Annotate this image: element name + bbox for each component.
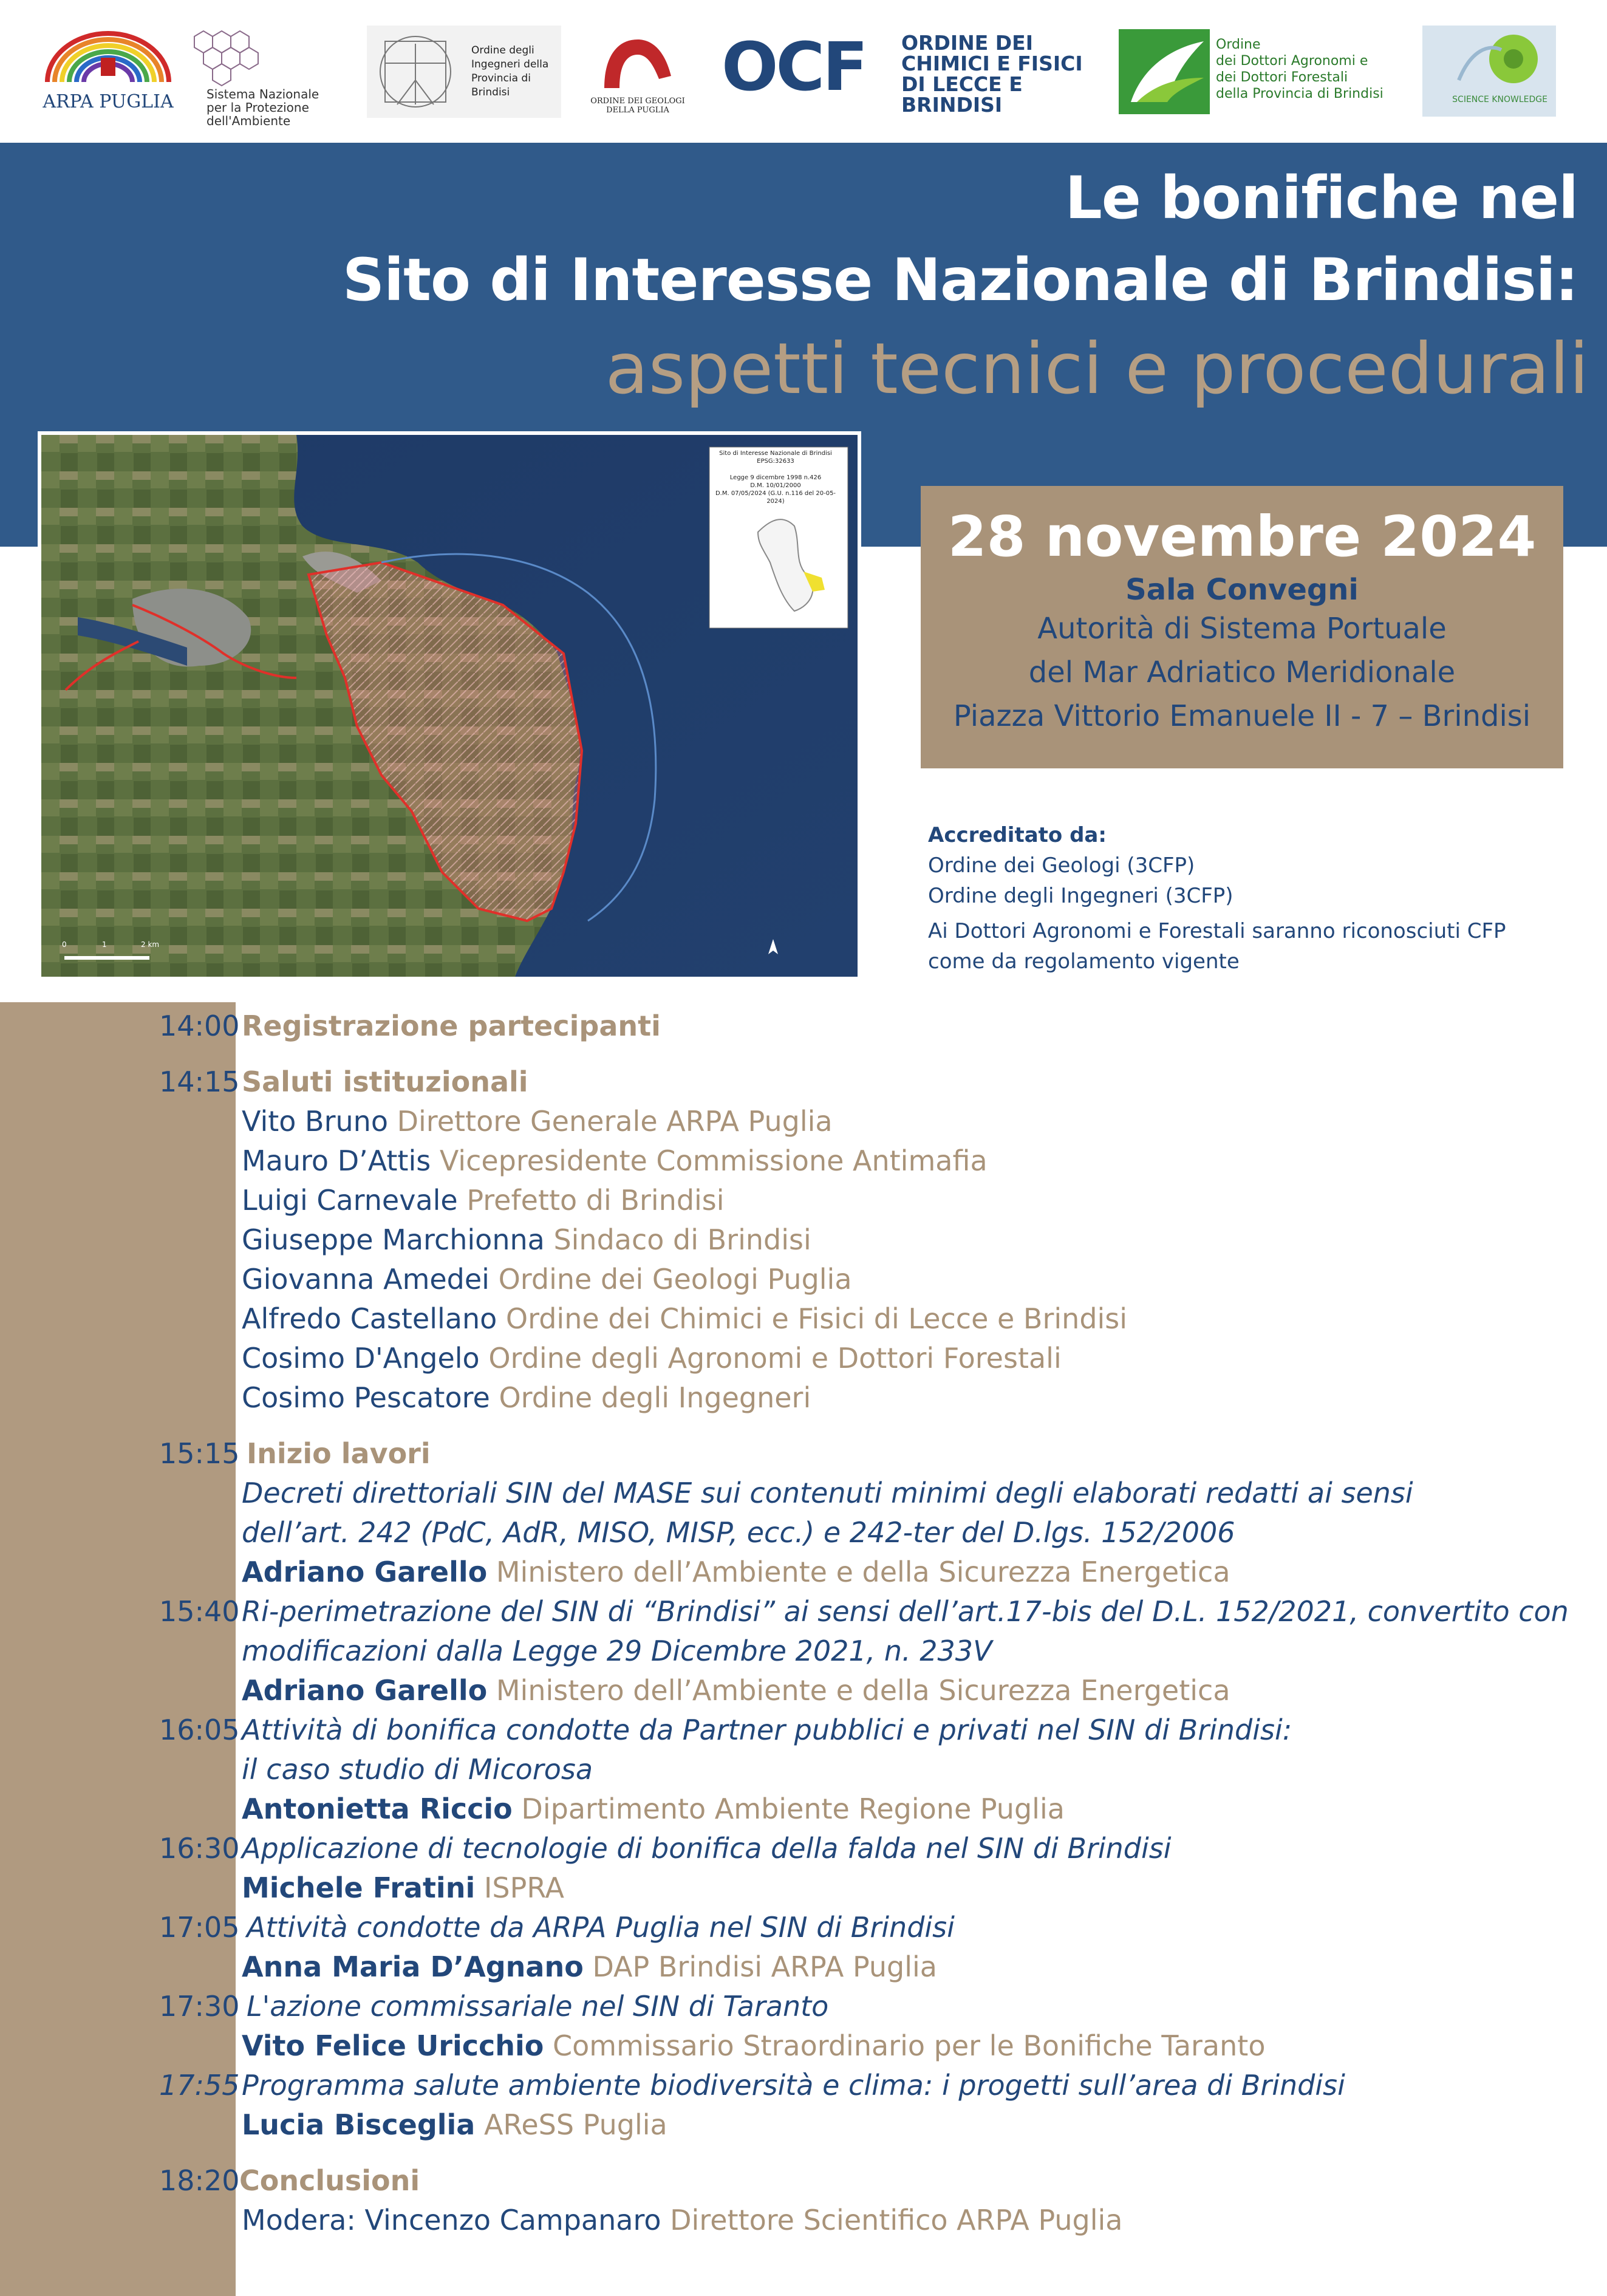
accreditation-line: come da regolamento vigente — [928, 949, 1240, 974]
speaker-name: Cosimo Pescatore — [242, 1381, 490, 1414]
map-inset-title: Sito di Interesse Nazionale di Brindisi — [719, 450, 832, 457]
arpa-logo-text: ARPA PUGLIA — [43, 91, 174, 112]
speaker-role: Dipartimento Ambiente Regione Puglia — [521, 1792, 1065, 1825]
map-inset-law: D.M. 07/05/2024 (G.U. n.116 del 20-05-2024) — [715, 490, 836, 505]
snpa-logo-text: Sistema Nazionale per la Protezione dell'Ambiente — [206, 87, 319, 128]
map-scale-label: 1 — [102, 940, 107, 949]
speaker-role: Ministero dell’Ambiente e della Sicurezza Energetica — [496, 1556, 1230, 1588]
speaker-role: Ministero dell’Ambiente e della Sicurezza Energetica — [496, 1674, 1230, 1707]
agronomi-text-line: dei Dottori Forestali — [1216, 70, 1348, 85]
geologi-logo — [580, 27, 695, 118]
talk-title-line: Attività condotte da ARPA Puglia nel SIN di Brindisi — [247, 1911, 955, 1944]
ocf-logo — [722, 28, 1086, 117]
speaker-name: Luigi Carnevale — [242, 1184, 458, 1217]
ingegneri-logo-text: Ordine degli Ingegneri della Provincia di Brindisi — [471, 44, 549, 98]
section-title: Saluti istituzionali — [242, 1065, 528, 1098]
ocf-text — [901, 33, 1083, 115]
moderator-name: Modera: Vincenzo Campanaro — [242, 2204, 661, 2236]
time-label: 15:15 — [159, 1437, 240, 1470]
speaker-name: Michele Fratini — [242, 1871, 476, 1904]
talk-title-line: il caso studio di Micorosa — [242, 1753, 593, 1786]
speaker-role: Commissario Straordinario per le Bonifiche Taranto — [553, 2029, 1266, 2062]
arpa-puglia-logo — [41, 24, 175, 121]
event-address-line: Autorità di Sistema Portuale — [1037, 612, 1447, 646]
speaker-role: DAP Brindisi ARPA Puglia — [592, 1950, 937, 1983]
time-label: 14:00 — [159, 1010, 240, 1042]
talk-title-line: Applicazione di tecnologie di bonifica della falda nel SIN di Brindisi — [242, 1832, 1172, 1865]
map-inset-law: Legge 9 dicembre 1998 n.426 — [729, 474, 822, 481]
time-label: 16:30 — [159, 1832, 240, 1865]
ocf-text-line: DI LECCE E — [901, 72, 1023, 96]
accreditation-line: Ordine dei Geologi (3CFP) — [928, 853, 1195, 878]
section-title: Conclusioni — [239, 2164, 420, 2197]
time-label: 17:05 — [159, 1911, 240, 1944]
talk-title-line: Decreti direttoriali SIN del MASE sui contenuti minimi degli elaborati redatti ai sensi — [242, 1477, 1413, 1509]
logo-strip — [0, 0, 1607, 143]
speaker-name: Cosimo D'Angelo — [242, 1342, 480, 1375]
talk-title-line: L'azione commissariale nel SIN di Taranto — [247, 1990, 829, 2023]
agronomi-text — [1216, 36, 1384, 102]
agronomi-logo — [1119, 29, 1404, 114]
agronomi-text-line: dei Dottori Agronomi e — [1216, 53, 1368, 69]
map-scale-label: 2 km — [141, 940, 160, 949]
speaker-name: Antonietta Riccio — [242, 1792, 513, 1825]
speaker-name: Giuseppe Marchionna — [242, 1223, 545, 1256]
speaker-name: Vito Bruno — [242, 1105, 388, 1138]
speaker-role: ISPRA — [483, 1871, 564, 1904]
section-title: Registrazione partecipanti — [242, 1010, 661, 1042]
satellite-map-image — [41, 435, 858, 977]
time-label: 17:55 — [159, 2069, 240, 2102]
time-label: 18:20 — [159, 2164, 240, 2197]
section-title: Inizio lavori — [247, 1437, 431, 1470]
science-knowledge-logo — [1422, 26, 1556, 117]
speaker-name: Adriano Garello — [242, 1556, 488, 1588]
event-date: 28 novembre 2024 — [947, 504, 1537, 569]
speaker-name: Vito Felice Uricchio — [242, 2029, 544, 2062]
agronomi-text-line: della Provincia di Brindisi — [1216, 86, 1384, 101]
map-inset-law: D.M. 10/01/2000 — [750, 482, 801, 489]
talk-title-line: Programma salute ambiente biodiversità e clima: i progetti sull’area di Brindisi — [242, 2069, 1345, 2102]
science-knowledge-text: SCIENCE KNOWLEDGE — [1452, 95, 1547, 104]
time-label: 14:15 — [159, 1065, 240, 1098]
talk-title-line: Ri-perimetrazione del SIN di “Brindisi” ai sensi dell’art.17-bis del D.L. 152/2021, convertito con — [242, 1595, 1569, 1628]
speaker-role: Ordine dei Geologi Puglia — [498, 1263, 852, 1296]
talk-title-line: modificazioni dalla Legge 29 Dicembre 2021, n. 233V — [242, 1635, 992, 1667]
ocf-text-line: CHIMICI E FISICI — [901, 52, 1083, 75]
talk-title-line: dell’art. 242 (PdC, AdR, MISO, MISP, ecc.) e 242-ter del D.lgs. 152/2006 — [242, 1516, 1235, 1549]
speaker-name: Anna Maria D’Agnano — [242, 1950, 584, 1983]
time-label: 15:40 — [159, 1595, 240, 1628]
map-scale-label: 0 — [62, 940, 67, 949]
snpa-logo — [182, 24, 340, 128]
accreditation — [928, 820, 1572, 977]
speaker-name: Mauro D’Attis — [242, 1144, 431, 1177]
moderator-role: Direttore Scientifico ARPA Puglia — [670, 2204, 1123, 2236]
speaker-role: Direttore Generale ARPA Puglia — [397, 1105, 833, 1138]
speaker-role: Vicepresidente Commissione Antimafia — [439, 1144, 988, 1177]
title-line-2: Sito di Interesse Nazionale di Brindisi: — [343, 246, 1578, 314]
speaker-name: Giovanna Amedei — [242, 1263, 490, 1296]
subtitle: aspetti tecnici e procedurali — [605, 328, 1589, 410]
accreditation-heading: Accreditato da: — [928, 823, 1107, 847]
time-label: 16:05 — [159, 1713, 240, 1746]
agronomi-text-line: Ordine — [1216, 37, 1261, 52]
speaker-name: Adriano Garello — [242, 1674, 488, 1707]
speaker-role: Ordine dei Chimici e Fisici di Lecce e Brindisi — [505, 1302, 1128, 1335]
event-info-box — [921, 486, 1563, 768]
ocf-text-line: BRINDISI — [901, 93, 1003, 117]
program-sidebar — [0, 1002, 236, 2296]
map-inset-text — [712, 449, 839, 505]
map-inset-epsg: EPSG:32633 — [757, 458, 794, 465]
accreditation-line: Ordine degli Ingegneri (3CFP) — [928, 884, 1233, 908]
speaker-name: Lucia Bisceglia — [242, 2108, 476, 2141]
ocf-mark: OCF — [722, 35, 892, 98]
speaker-name: Alfredo Castellano — [242, 1302, 497, 1335]
ocf-text-line: ORDINE DEI — [901, 31, 1033, 55]
sin-map — [38, 431, 861, 980]
ingegneri-logo — [367, 26, 561, 118]
title-line-1: Le bonifiche nel — [1065, 164, 1578, 232]
event-address-line: del Mar Adriatico Meridionale — [1028, 655, 1456, 689]
talk-title-line: Attività di bonifica condotte da Partner pubblici e privati nel SIN di Brindisi: — [242, 1713, 1292, 1746]
speaker-role: Ordine degli Agronomi e Dottori Forestali — [488, 1342, 1062, 1375]
event-address-line: Piazza Vittorio Emanuele II - 7 – Brindisi — [953, 699, 1531, 733]
speaker-role: Ordine degli Ingegneri — [499, 1381, 811, 1414]
speaker-role: Prefetto di Brindisi — [466, 1184, 725, 1217]
accreditation-line: Ai Dottori Agronomi e Forestali saranno riconosciuti CFP — [928, 919, 1506, 943]
time-label: 17:30 — [159, 1990, 240, 2023]
speaker-role: Sindaco di Brindisi — [553, 1223, 811, 1256]
geologi-logo-text: ORDINE DEI GEOLOGI DELLA PUGLIA — [590, 97, 685, 115]
event-venue: Sala Convegni — [1125, 573, 1359, 607]
speaker-role: AReSS Puglia — [483, 2108, 667, 2141]
